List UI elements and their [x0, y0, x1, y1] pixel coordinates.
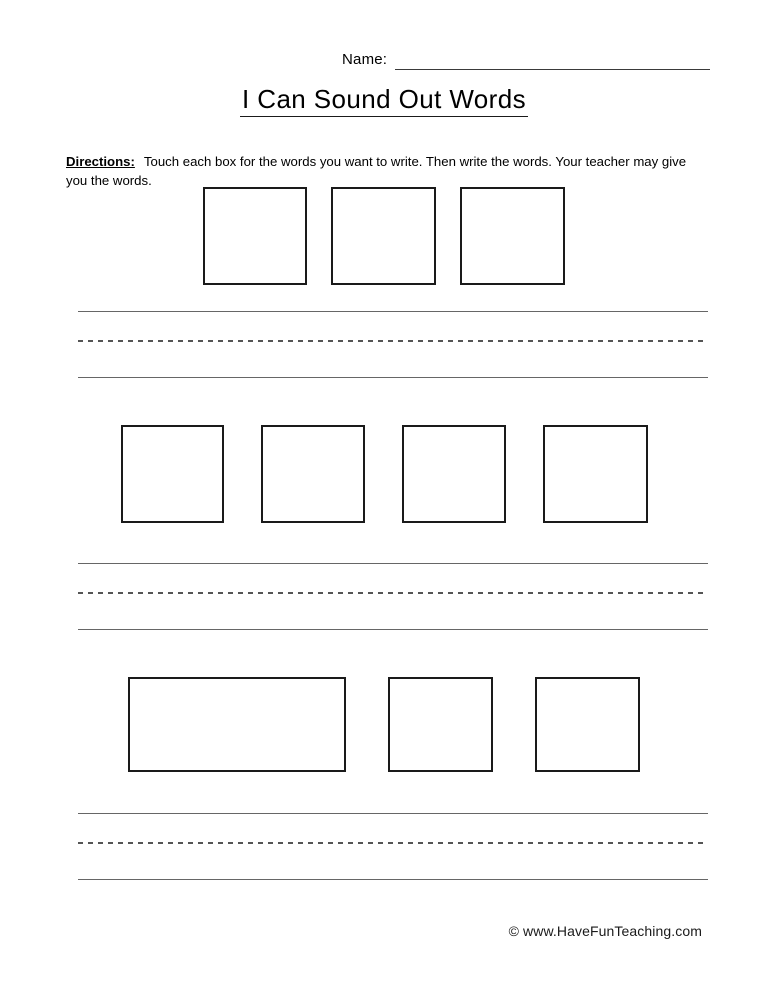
sound-box-row-1	[0, 187, 768, 285]
name-label: Name:	[342, 51, 388, 68]
writing-line-middle-dashed	[78, 340, 708, 342]
directions-text: Touch each box for the words you want to write. Then write the words. Your teacher may give you the words.	[66, 154, 687, 189]
directions	[66, 152, 690, 190]
writing-line-middle-dashed	[78, 842, 708, 844]
writing-lines-3	[78, 813, 708, 887]
name-input-blank[interactable]	[395, 55, 710, 70]
writing-line-bottom	[78, 629, 708, 630]
sound-box[interactable]	[402, 425, 506, 523]
sound-box[interactable]	[331, 187, 436, 285]
page-title-text: I Can Sound Out Words	[240, 84, 528, 117]
sound-box-row-2	[0, 425, 768, 523]
writing-line-bottom	[78, 377, 708, 378]
writing-line-middle-dashed	[78, 592, 708, 594]
sound-box-row-3	[0, 677, 768, 772]
name-field[interactable]	[342, 44, 710, 70]
footer-credit	[0, 922, 768, 940]
sound-box[interactable]	[203, 187, 307, 285]
writing-line-top	[78, 563, 708, 564]
sound-box[interactable]	[121, 425, 224, 523]
sound-box[interactable]	[543, 425, 648, 523]
sound-box[interactable]	[261, 425, 365, 523]
writing-line-top	[78, 311, 708, 312]
sound-box[interactable]	[460, 187, 565, 285]
footer-credit-text: © www.HaveFunTeaching.com	[508, 923, 702, 939]
sound-box[interactable]	[128, 677, 346, 772]
page-title	[0, 84, 768, 117]
sound-box[interactable]	[388, 677, 493, 772]
writing-lines-1	[78, 311, 708, 385]
writing-lines-2	[78, 563, 708, 637]
writing-line-bottom	[78, 879, 708, 880]
writing-line-top	[78, 813, 708, 814]
sound-box[interactable]	[535, 677, 640, 772]
directions-label: Directions:	[66, 154, 135, 170]
